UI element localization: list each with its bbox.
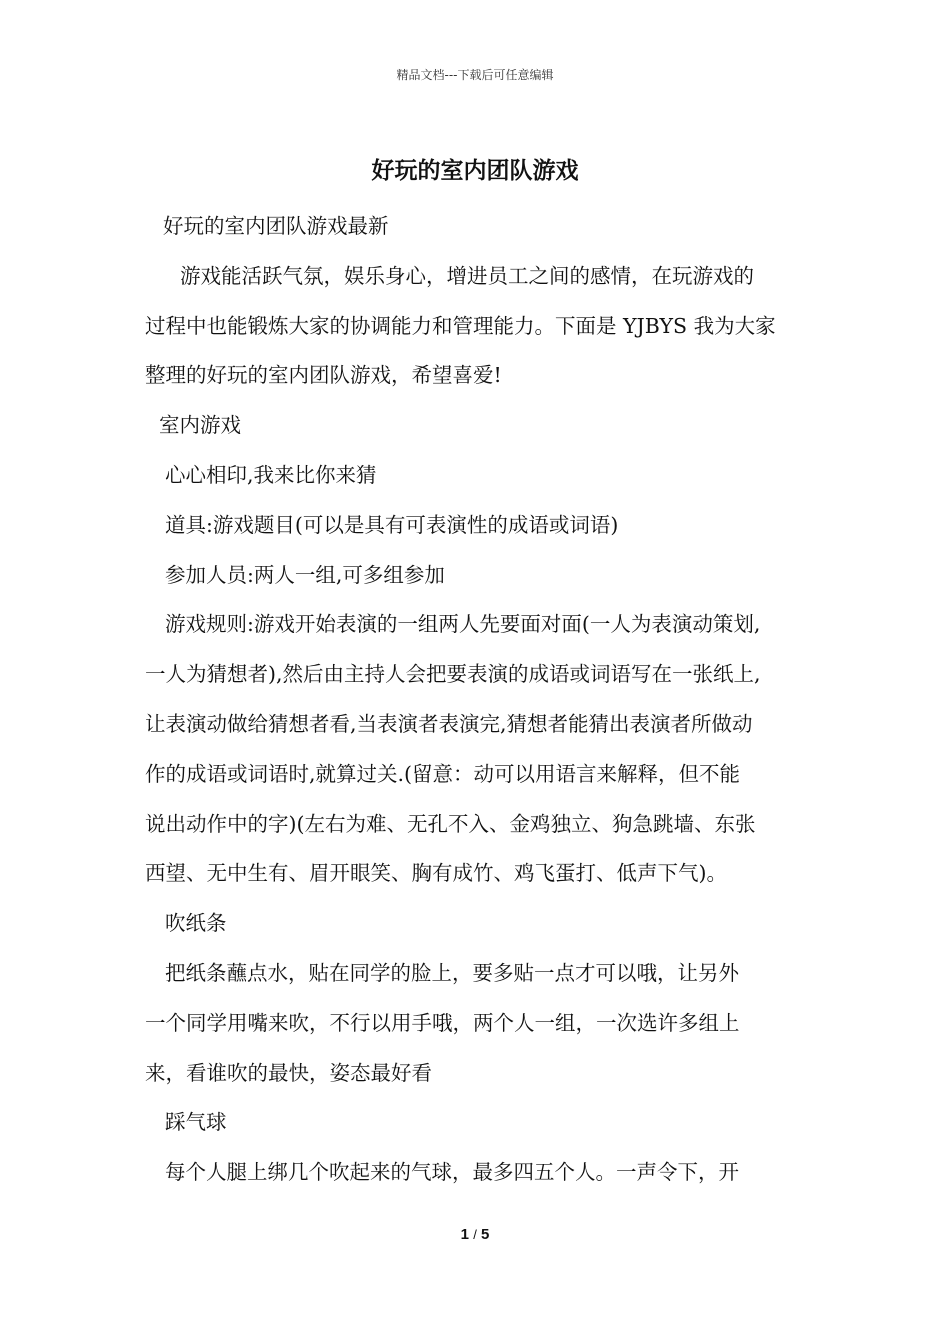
body-line: 过程中也能锻炼大家的协调能力和管理能力。下面是 YJBYS 我为大家 [145,313,776,338]
document-title: 好玩的室内团队游戏 [371,157,579,184]
body-line: 整理的好玩的室内团队游戏，希望喜爱! [145,363,502,388]
section-heading: 室内游戏 [159,413,241,438]
body-line: 来，看谁吹的最快，姿态最好看 [145,1060,432,1085]
page-header: 精品文档---下载后可任意编辑 [396,68,554,82]
game-title: 心心相印,我来比你来猜 [165,462,377,487]
body-line: 说出动作中的字)(左右为难、无孔不入、金鸡独立、狗急跳墙、东张 [145,811,756,836]
body-line: 作的成语或词语时,就算过关.(留意：动可以用语言来解释，但不能 [145,761,741,786]
page-separator: / [473,1227,477,1242]
body-line: 一人为猜想者),然后由主持人会把要表演的成语或词语写在一张纸上, [145,662,761,687]
document-body [145,202,810,1198]
total-pages: 5 [480,1226,490,1243]
page-number [0,1226,950,1243]
current-page: 1 [460,1226,470,1243]
body-line: 把纸条蘸点水，贴在同学的脸上，要多贴一点才可以哦，让另外 [165,960,739,985]
body-line: 让表演动做给猜想者看,当表演者表演完,猜想者能猜出表演者所做动 [145,711,753,736]
game-title: 踩气球 [165,1110,227,1135]
body-line: 西望、无中生有、眉开眼笑、胸有成竹、鸡飞蛋打、低声下气)。 [145,861,727,886]
body-line: 参加人员:两人一组,可多组参加 [165,562,445,587]
body-line: 好玩的室内团队游戏最新 [163,214,389,238]
body-line: 游戏能活跃气氛，娱乐身心，增进员工之间的感情，在玩游戏的 [180,263,754,288]
body-line: 每个人腿上绑几个吹起来的气球，最多四五个人。一声令下，开 [165,1160,739,1185]
game-title: 吹纸条 [165,911,227,936]
body-line: 游戏规则:游戏开始表演的一组两人先要面对面(一人为表演动策划, [165,612,761,637]
body-line: 一个同学用嘴来吹，不行以用手哦，两个人一组，一次选许多组上 [145,1010,740,1035]
body-line: 道具:游戏题目(可以是具有可表演性的成语或词语) [165,512,619,537]
